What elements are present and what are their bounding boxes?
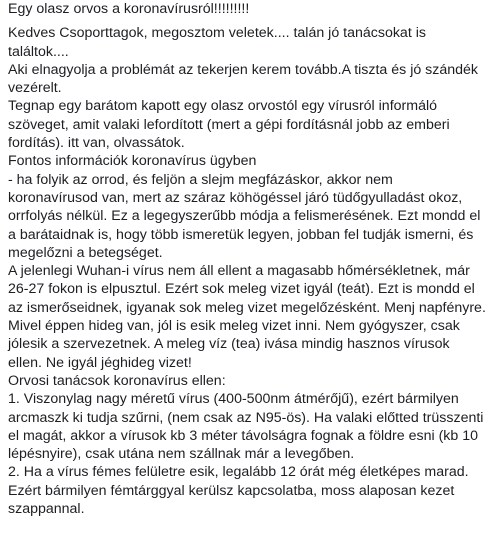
post-line: az ismerőseidnek, igyanak sok meleg vizet megelőzésként. Menj napfényre. xyxy=(8,299,486,316)
post-line: vezérelt. xyxy=(8,80,62,97)
post-line: koronavírusod van, mert az száraz köhögéssel járó tüdőgyulladást okoz, xyxy=(8,189,463,206)
post-line: szappannal. xyxy=(8,501,85,518)
post-line: 2. Ha a vírus fémes felületre esik, legalább 12 órát még életképes marad. xyxy=(8,464,469,481)
post-line: fordítás). itt van, olvassátok. xyxy=(8,135,185,152)
post-line: találtok.... xyxy=(8,43,69,60)
post-line: 1. Viszonylag nagy méretű vírus (400-500nm átmérőjű), ezért bármilyen xyxy=(8,391,459,408)
post-line: - ha folyik az orrod, és feljön a slejm megfázáskor, akkor nem xyxy=(8,171,393,188)
post-line: A jelenlegi Wuhan-i vírus nem áll ellent a magasabb hőmérsékletnek, már xyxy=(8,263,470,280)
post-line: Fontos információk koronavírus ügyben xyxy=(8,153,257,170)
post-line: Aki elnagyolja a problémát az tekerjen kerem tovább.A tiszta és jó szándék xyxy=(8,61,479,78)
post-line: el magát, akkor a vírusok kb 3 méter távolságra fognak a földre esni (kb 10 xyxy=(8,427,479,444)
post-line: Orvosi tanácsok koronavírus ellen: xyxy=(8,372,226,389)
post-line: Ezért bármilyen fémtárggyal kerülsz kapcsolatba, moss alaposan kezet xyxy=(8,482,455,499)
post-line: orrfolyás nélkül. Ez a legegyszerűbb módja a felismerésének. Ezt mondd el xyxy=(8,208,481,225)
post-line: ellen. Ne igyál jéghideg vizet! xyxy=(8,354,192,371)
post-line: arcmaszk ki tudja szűrni, (nem csak az N95-ös). Ha valaki előtted trüsszenti xyxy=(8,409,484,426)
post-title: Egy olasz orvos a koronavírusról!!!!!!!!! xyxy=(8,1,250,17)
post-line: megelőzni a betegséget. xyxy=(8,244,163,261)
post-line: jólesik a szervezetnek. A meleg víz (tea) ivása mindig hasznos vírusok xyxy=(8,336,450,353)
post-body xyxy=(8,0,486,518)
post-line: Kedves Csoporttagok, megosztom veletek.... talán jó tanácsokat is xyxy=(8,25,426,42)
post-line: a barátaidnak is, hogy több ismeretük legyen, jobban fel tudják ismerni, és xyxy=(8,226,474,243)
post-line: 26-27 fokon is elpusztul. Ezért sok meleg vizet igyál (teát). Ezt is mondd el xyxy=(8,281,475,298)
post-line: lépésnyire), csak utána nem szállnak már a levegőben. xyxy=(8,446,355,463)
post-line: Tegnap egy barátom kapott egy olasz orvostól egy vírusról informáló xyxy=(8,98,437,115)
post-line: Mivel éppen hideg van, jól is esik meleg vizet inni. Nem gyógyszer, csak xyxy=(8,318,460,335)
post-line: szöveget, amit valaki lefordított (mert a gépi fordításnál jobb az emberi xyxy=(8,116,450,133)
